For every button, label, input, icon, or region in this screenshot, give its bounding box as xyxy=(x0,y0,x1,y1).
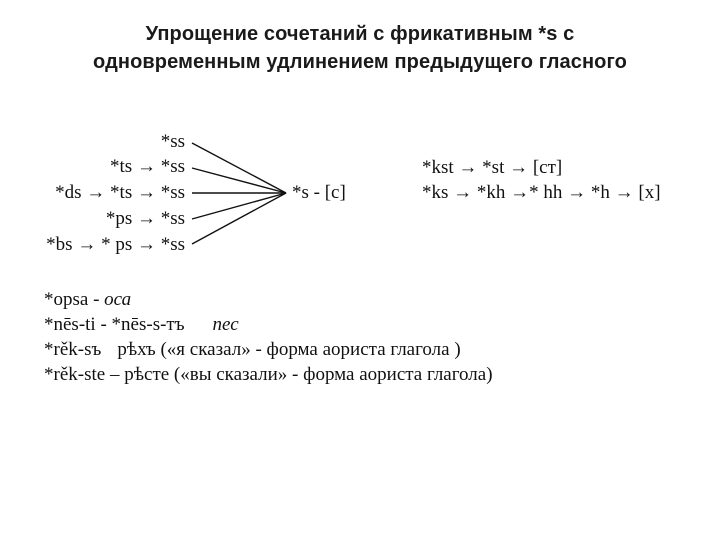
fan-line-ts xyxy=(192,168,286,193)
example-form: *opsa - xyxy=(44,289,105,310)
rule-ts: *ts → *ss xyxy=(110,156,185,177)
example-form: *rěk-ste – рѣсте («вы сказали» - форма аориста глагола) xyxy=(44,364,493,385)
fan-line-ps xyxy=(192,193,286,219)
example-form: *nēs-ti - *nēs-s-тъ xyxy=(44,314,185,335)
fan-line-bs xyxy=(192,193,286,244)
title-line-1: Упрощение сочетаний с фрикативным *s с xyxy=(145,23,575,45)
example-rest: рѣхъ («я сказал» - форма аориста глагола ) xyxy=(117,339,461,360)
example-nesti xyxy=(44,313,239,337)
rule-kst: *kst → *st → [ст] xyxy=(422,157,563,178)
example-form: *rěk-sъ xyxy=(44,339,102,360)
example-reksъ xyxy=(44,338,461,362)
example-opsa xyxy=(44,288,131,312)
result-s: *s - [c] xyxy=(292,182,346,203)
title-line-2: одновременным удлинением предыдущего гласного xyxy=(93,51,627,73)
example-gloss: оса xyxy=(104,289,132,310)
example-rekste xyxy=(44,363,493,387)
rule-ks: *ks → *kh →* hh → *h → [x] xyxy=(422,182,661,203)
rule-bs: *bs → * ps → *ss xyxy=(46,234,185,255)
example-gloss: пес xyxy=(212,314,239,335)
rule-ds: *ds → *ts → *ss xyxy=(55,182,185,203)
fan-line-ss xyxy=(192,143,286,193)
rule-ps: *ps → *ss xyxy=(105,208,185,229)
rule-ss: *ss xyxy=(160,131,185,152)
